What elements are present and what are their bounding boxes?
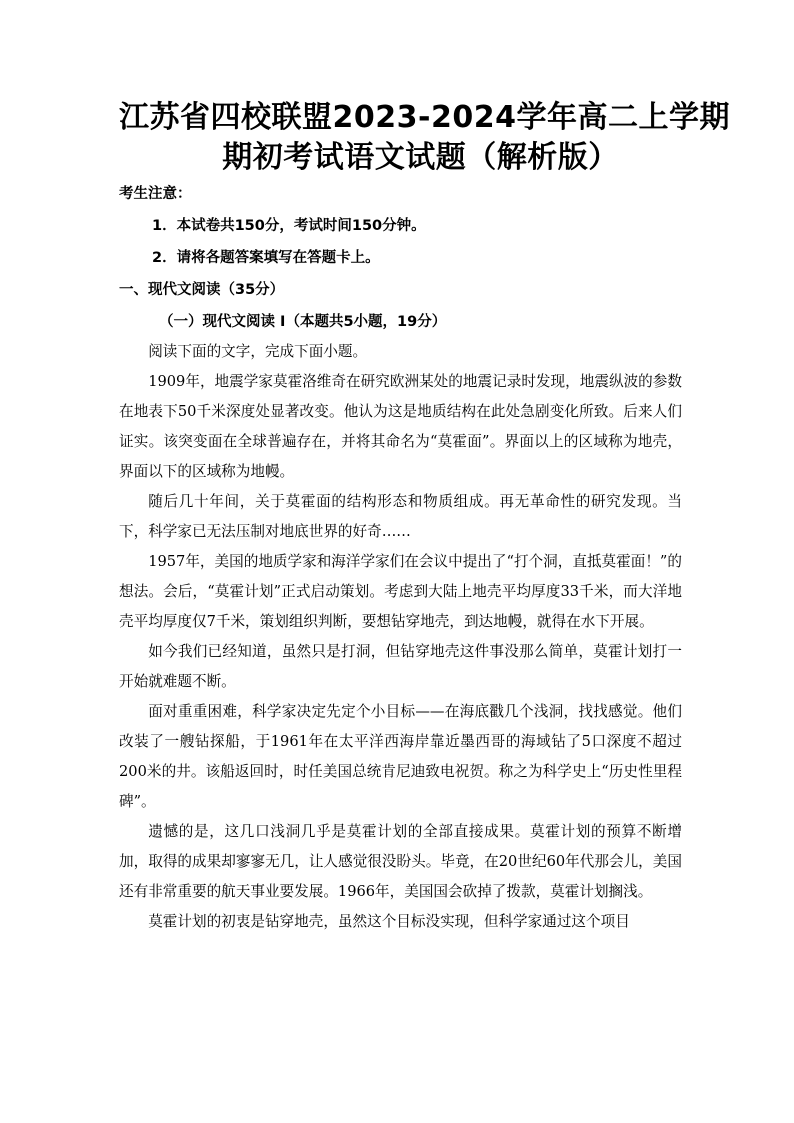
paragraph-instruction: 阅读下面的文字，完成下面小题。 — [148, 343, 368, 360]
note-item-1: 1．本试卷共150分，考试时间150分钟。 — [152, 218, 426, 234]
document-title — [119, 98, 730, 178]
notes-heading: 考生注意： — [119, 186, 192, 202]
paragraph: 1957年，美国的地质学家和海洋学家们在会议中提出了“打个洞，直抵莫霍面！”的想法。会后，“莫霍计划”正式启动策划。考虑到大陆上地壳平均厚度33千米，而大洋地壳平均厚度仅7千米，策划组织判断，要想钻穿地壳，到达地幔，就得在水下开展。 — [119, 553, 682, 630]
title-line-2: 期初考试语文试题（解析版） — [222, 140, 619, 175]
paragraph: 1909年，地震学家莫霍洛维奇在研究欧洲某处的地震记录时发现，地震纵波的参数在地表下50千米深度处显著改变。他认为这是地质结构在此处急剧变化所致。后来人们证实。该突变面在全球普遍存在，并将其命名为“莫霍面”。界面以上的区域称为地壳，界面以下的区域称为地幔。 — [119, 373, 682, 480]
paragraph: 莫霍计划的初衷是钻穿地壳，虽然这个目标没实现，但科学家通过这个项目 — [148, 913, 630, 930]
section-heading: 一、现代文阅读（35分） — [119, 282, 285, 298]
title-line-1: 江苏省四校联盟2023-2024学年高二上学期 — [119, 100, 730, 135]
note-item-2: 2．请将各题答案填写在答题卡上。 — [152, 250, 380, 266]
subsection-heading: （一）现代文阅读 I（本题共5小题，19分） — [159, 314, 447, 330]
paragraph: 面对重重困难，科学家决定先定个小目标——在海底戳几个浅洞，找找感觉。他们改装了一艘钻探船，于1961年在太平洋西海岸靠近墨西哥的海域钻了5口深度不超过200米的井。该船返回时，时任美国总统肯尼迪致电祝贺。称之为科学史上“历史性里程碑”。 — [119, 703, 682, 810]
paragraph: 随后几十年间，关于莫霍面的结构形态和物质组成。再无革命性的研究发现。当下，科学家已无法压制对地底世界的好奇…… — [119, 493, 682, 540]
paragraph: 遗憾的是，这几口浅洞几乎是莫霍计划的全部直接成果。莫霍计划的预算不断增加，取得的成果却寥寥无几，让人感觉很没盼头。毕竟，在20世纪60年代那会儿，美国还有非常重要的航天事业要发展。1966年，美国国会砍掉了拨款，莫霍计划搁浅。 — [119, 823, 682, 900]
paragraph: 如今我们已经知道，虽然只是打洞，但钻穿地壳这件事没那么简单，莫霍计划打一开始就难题不断。 — [119, 643, 682, 690]
